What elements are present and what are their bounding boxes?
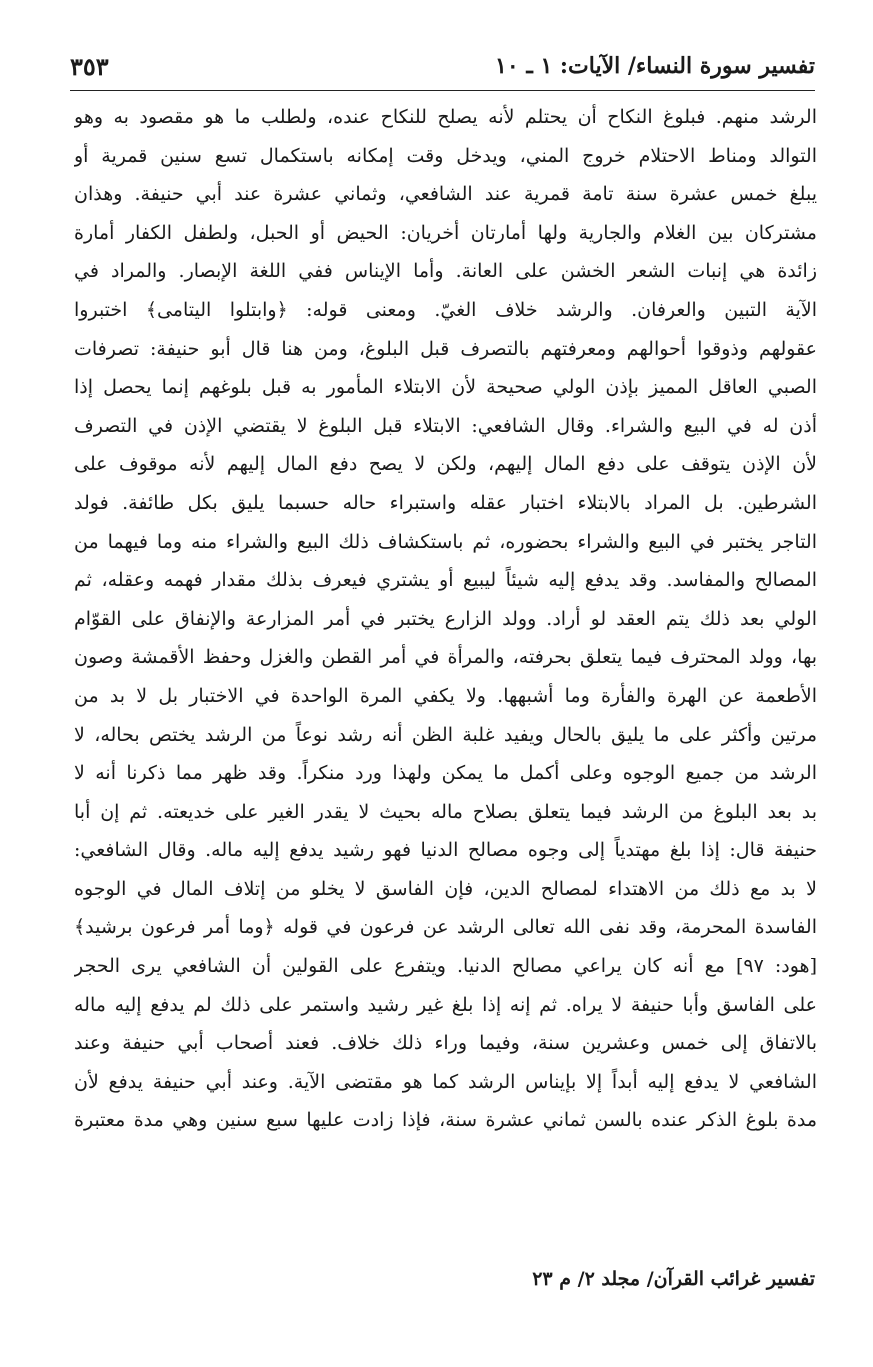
header-divider bbox=[70, 90, 815, 91]
page-header bbox=[70, 46, 815, 86]
text-line: الرشد من جميع الوجوه وعلى أكمل ما يمكن ولهذا ورد منكراً. وقد ظهر مما ذكرنا أنه لا bbox=[74, 762, 817, 785]
text-line: الولي بعد ذلك يتم العقد لو أراد. وولد الزارع يختبر في أمر المزارعة والإنفاق على القوّام bbox=[74, 607, 817, 630]
body-text bbox=[74, 98, 817, 1179]
text-line: الرشد منهم. فبلوغ النكاح أن يحتلم لأنه يصلح للنكاح عنده، ولطلب ما هو مقصود به وهو bbox=[74, 106, 817, 128]
text-line: يبلغ خمس عشرة سنة تامة قمرية عند الشافعي، وثماني عشرة عند أبي حنيفة. وهذان bbox=[74, 183, 817, 206]
text-line: عقولهم وذوقوا أحوالهم ومعرفتهم بالتصرف قبل البلوغ، ومن هنا قال أبو حنيفة: تصرفات bbox=[74, 337, 817, 360]
text-line: الصبي العاقل المميز بإذن الولي صحيحة لأن الابتلاء المأمور به قبل بلوغهم إنما يحصل إذا bbox=[74, 376, 817, 399]
page-number: ٣٥٣ bbox=[70, 51, 109, 81]
text-line: أذن له في البيع والشراء. وقال الشافعي: الابتلاء قبل البلوغ لا يقتضي الإذن في التصرف bbox=[74, 414, 817, 437]
text-line: [هود: ٩٧] مع أنه كان يراعي مصالح الدنيا. ويتفرع على القولين أن الشافعي يرى الحجر bbox=[74, 955, 817, 978]
text-line: المصالح والمفاسد. وقد يدفع إليه شيئاً ليبيع أو يشتري فيعرف بذلك مقدار فهمه وعقله، ثم bbox=[74, 569, 817, 592]
text-line: بها، وولد المحترف فيما يتعلق بحرفته، والمرأة في أمر القطن والغزل وحفظ الأقمشة وصون bbox=[74, 646, 817, 669]
page-footer-signature: تفسير غرائب القرآن/ مجلد ٢/ م ٢٣ bbox=[532, 1268, 815, 1290]
text-line: الفاسدة المحرمة، وقد نفى الله تعالى الرشد عن فرعون في قوله ﴿وما أمر فرعون برشيد﴾ bbox=[74, 916, 817, 939]
text-line: التاجر يختبر في البيع والشراء بحضوره، ثم باستكشاف ذلك البيع والشراء منه وما فيهما من bbox=[74, 530, 817, 553]
text-line: الأطعمة عن الهرة والفأرة وما أشبهها. ولا يكفي المرة الواحدة في الاختبار بل لا بد من bbox=[74, 684, 817, 707]
text-line: بد بعد البلوغ من الرشد فيما يتعلق بصلاح ماله بحيث لا يقدر الغير على خديعته. ثم إن أبا bbox=[74, 800, 817, 823]
text-line: على الفاسق وأبا حنيفة لا يراه. ثم إنه إذا بلغ غير رشيد واستمر على ذلك لم يدفع إليه ماله bbox=[74, 993, 817, 1016]
text-line: لأن الإذن يتوقف على دفع المال إليهم، ولكن لا يصح دفع المال إليهم لأنه موقوف على bbox=[74, 453, 817, 476]
text-line: التوالد ومناط الاحتلام خروج المني، ويدخل وقت إمكانه باستكمال تسع سنين قمرية أو bbox=[74, 144, 817, 167]
text-line: الآية التبين والعرفان. والرشد خلاف الغيّ. ومعنى قوله: ﴿وابتلوا اليتامى﴾ اختبروا bbox=[74, 298, 817, 321]
text-line: مشتركان بين الغلام والجارية ولها أمارتان أخريان: الحيض أو الحبل، ولطفل الكفار أمارة bbox=[74, 221, 817, 244]
text-line: الشرطين. بل المراد بالابتلاء اختبار عقله واستبراء حاله حسبما يليق بكل طائفة. فولد bbox=[74, 491, 817, 514]
text-line: بالاتفاق إلى خمس وعشرين سنة، وفيما وراء ذلك خلاف. فعند أصحاب أبي حنيفة وعند bbox=[74, 1032, 817, 1055]
text-line: مدة بلوغ الذكر عنده بالسن ثماني عشرة سنة، فإذا زادت عليها سبع سنين وهي مدة معتبرة bbox=[74, 1109, 817, 1132]
text-line: لا بد مع ذلك من الاهتداء لمصالح الدين، فإن الفاسق لا يخلو من إتلاف المال في الوجوه bbox=[74, 877, 817, 900]
text-line: مرتين وأكثر على ما يليق بالحال ويفيد غلبة الظن أنه رشد نوعاً من الرشد يختص بحاله، لا bbox=[74, 723, 817, 746]
text-line: حنيفة قال: إذا بلغ مهتدياً إلى وجوه مصالح الدنيا فهو رشيد يدفع إليه ماله. وقال الشافعي: bbox=[74, 839, 817, 862]
running-title: تفسير سورة النساء/ الآيات: ١ ـ ١٠ bbox=[495, 53, 815, 79]
text-line: زائدة هي إنبات الشعر الخشن على العانة. وأما الإيناس ففي اللغة الإبصار. والمراد في bbox=[74, 260, 817, 283]
text-line bbox=[74, 1140, 817, 1179]
text-line: الشافعي لا يدفع إليه أبداً إلا بإيناس الرشد كما هو مقتضى الآية. وعند أبي حنيفة يدفع لأن bbox=[74, 1070, 817, 1093]
